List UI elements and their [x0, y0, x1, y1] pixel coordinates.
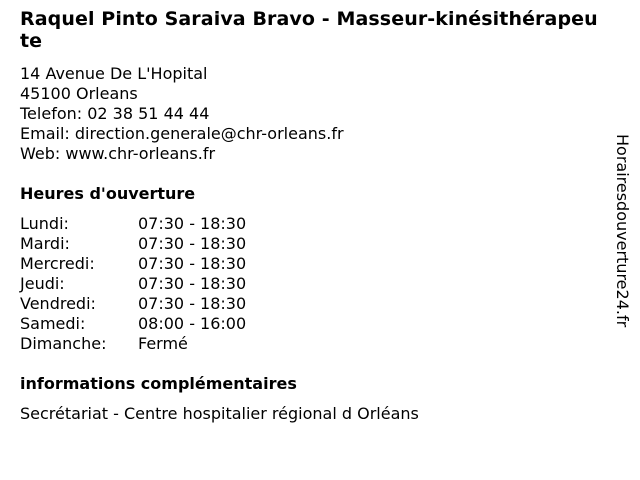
hours-row-dimanche: [20, 334, 605, 354]
day-label: Vendredi:: [20, 294, 96, 313]
day-label: Dimanche:: [20, 334, 107, 353]
additional-info-heading: informations complémentaires: [20, 374, 297, 393]
address-street: 14 Avenue De L'Hopital: [20, 64, 208, 83]
hours-row-vendredi: [20, 294, 605, 314]
day-label: Mardi:: [20, 234, 70, 253]
hours-row-lundi: [20, 214, 605, 234]
site-watermark: Horairesdouverture24.fr: [613, 134, 632, 328]
hours-row-samedi: [20, 314, 605, 334]
phone-line: Telefon: 02 38 51 44 44: [20, 104, 210, 123]
day-label: Lundi:: [20, 214, 69, 233]
opening-hours-heading: Heures d'ouverture: [20, 184, 196, 203]
day-label: Mercredi:: [20, 254, 95, 273]
contact-block: [20, 64, 605, 164]
hours-row-mardi: [20, 234, 605, 254]
hours-row-jeudi: [20, 274, 605, 294]
page-title: Raquel Pinto Saraiva Bravo - Masseur-kinésithérapeute: [20, 8, 598, 52]
business-card: [20, 8, 605, 424]
day-label: Jeudi:: [20, 274, 65, 293]
time-range: 07:30 - 18:30: [138, 294, 247, 313]
time-range: 08:00 - 16:00: [138, 314, 247, 333]
address-city: 45100 Orleans: [20, 84, 138, 103]
email-line: Email: direction.generale@chr-orleans.fr: [20, 124, 344, 143]
time-range: 07:30 - 18:30: [138, 274, 247, 293]
time-range: 07:30 - 18:30: [138, 254, 247, 273]
day-label: Samedi:: [20, 314, 86, 333]
additional-info-text: Secrétariat - Centre hospitalier régional d Orléans: [20, 404, 419, 423]
time-range: 07:30 - 18:30: [138, 234, 247, 253]
hours-row-mercredi: [20, 254, 605, 274]
opening-hours-table: [20, 214, 605, 354]
time-range: Fermé: [138, 334, 188, 353]
web-line: Web: www.chr-orleans.fr: [20, 144, 216, 163]
time-range: 07:30 - 18:30: [138, 214, 247, 233]
